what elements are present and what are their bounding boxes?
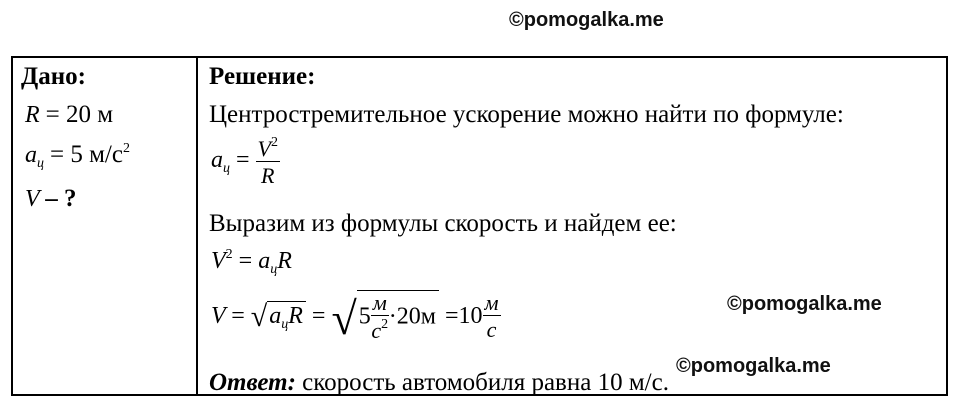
- f3-dot: ·: [388, 303, 397, 330]
- f1-num: V: [257, 136, 271, 161]
- radius-var: R: [25, 102, 40, 128]
- given-heading: Дано:: [21, 63, 86, 90]
- answer-text: скорость автомобиля равна 10 м/с.: [302, 369, 669, 396]
- f1-fraction: [256, 136, 280, 187]
- f3-v: V: [211, 303, 226, 330]
- f3-unit-num: м: [372, 290, 387, 315]
- watermark-top: ©pomogalka.me: [509, 9, 664, 31]
- f3-coef: 5: [358, 303, 371, 330]
- given-acceleration: [25, 142, 130, 171]
- solution-middle: Выразим из формулы скорость и найдем ее:: [209, 210, 677, 237]
- solution-heading: Решение:: [209, 63, 316, 90]
- f3-result: 10: [458, 303, 483, 330]
- f3-eq1: =: [231, 303, 245, 330]
- f2-a-sub: ц: [270, 262, 278, 277]
- f3-r: R: [288, 302, 303, 329]
- f1-den: R: [261, 163, 275, 189]
- f3-res-den: c: [486, 317, 497, 343]
- f3-eq3: =: [444, 303, 459, 330]
- problem-table: [11, 56, 948, 396]
- f2-a: a: [258, 248, 271, 274]
- f1-eq: =: [236, 146, 250, 173]
- acceleration-var: a: [25, 142, 37, 168]
- given-radius: [25, 102, 113, 127]
- radius-value: = 20 м: [45, 101, 114, 128]
- f1-lhs-sub: ц: [223, 160, 230, 176]
- f1-num-exp: 2: [271, 135, 278, 150]
- f3-a: a: [269, 302, 282, 329]
- f3-eq2: =: [311, 303, 326, 330]
- acceleration-exp: 2: [122, 141, 130, 156]
- acceleration-sub: ц: [37, 156, 44, 171]
- formula-v-squared: [211, 248, 292, 277]
- f3-dist: 20м: [396, 303, 436, 330]
- sqrt-values: √5 $\frac{м}{c^2}$ ·20м: [331, 290, 438, 342]
- f3-unit-den: c: [371, 318, 382, 344]
- solution-intro: Центростремительное ускорение можно найти по формуле:: [209, 101, 844, 128]
- find-text: – ?: [45, 185, 77, 212]
- watermark-bottom: ©pomogalka.me: [676, 355, 831, 377]
- f3-a-sub: ц: [281, 316, 289, 332]
- answer-line: [209, 370, 669, 395]
- f3-result-fraction: [483, 291, 501, 341]
- f2-eq: =: [238, 248, 253, 274]
- acceleration-value: = 5 м/с: [50, 141, 123, 168]
- formula-velocity: [211, 290, 501, 345]
- f2-v: V: [211, 248, 226, 274]
- f1-lhs: a: [211, 146, 223, 173]
- given-find: [25, 186, 76, 211]
- f2-r: R: [277, 248, 292, 274]
- f2-v-exp: 2: [225, 247, 233, 262]
- sqrt-a-r: $√a_цR$: [251, 301, 306, 332]
- formula-centripetal: [211, 136, 280, 187]
- watermark-middle: ©pomogalka.me: [727, 293, 882, 315]
- f3-unit-fraction: [371, 291, 389, 342]
- answer-label: Ответ:: [209, 369, 296, 396]
- f3-res-num: м: [484, 290, 499, 315]
- f3-unit-den-exp: 2: [381, 317, 389, 333]
- column-divider: [196, 58, 198, 394]
- find-var: V: [25, 186, 40, 212]
